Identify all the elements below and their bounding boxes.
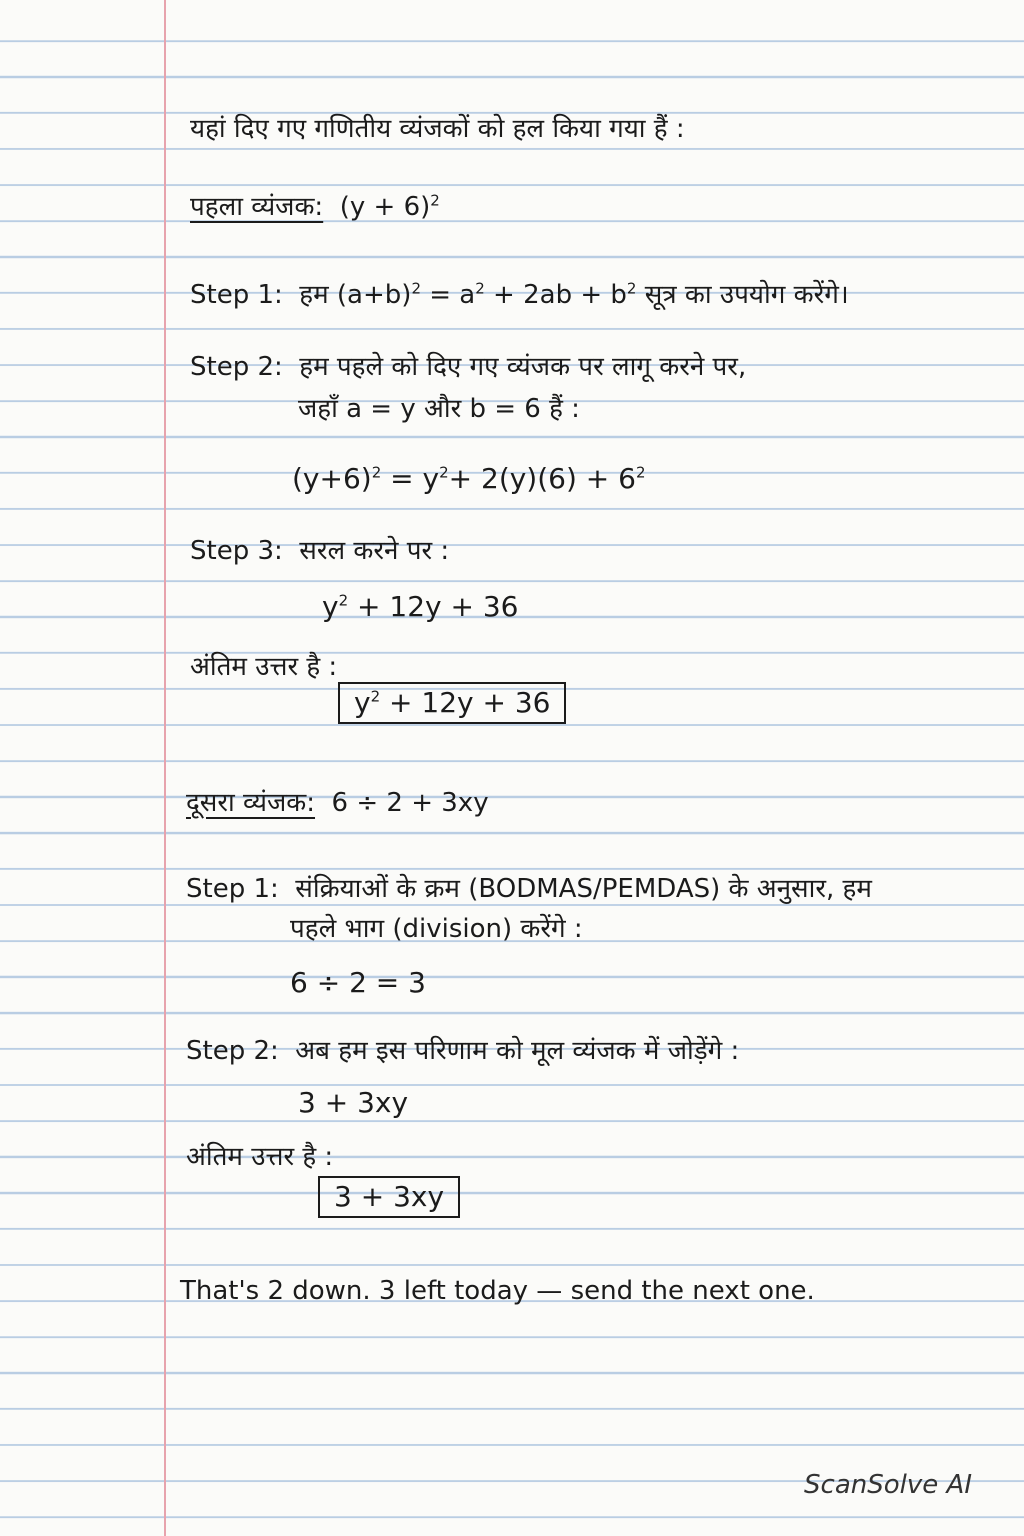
step-label: Step 2: xyxy=(190,352,283,382)
problem1-label: पहला व्यंजक: xyxy=(190,192,324,222)
problem1-step1: Step 1: हम $(a+b)^2 = a^2 + 2ab + b^2$ सूत्र का उपयोग करेंगे। xyxy=(190,279,849,310)
step-label: Step 3: xyxy=(190,536,283,566)
problem2-step1-line2: पहले भाग (division) करेंगे : xyxy=(290,914,583,944)
problem1-heading xyxy=(190,190,440,224)
problem2-step2-equation: 3 + 3xy xyxy=(298,1086,409,1119)
brand-watermark: ScanSolve AI xyxy=(804,1470,972,1500)
margin-line xyxy=(164,0,166,1536)
problem1-step3: Step 3: सरल करने पर : xyxy=(190,536,450,566)
problem1-step2-line2: जहाँ a = y और b = 6 हैं : xyxy=(298,394,580,424)
problem2-step2: Step 2: अब हम इस परिणाम को मूल व्यंजक में जोड़ेंगे : xyxy=(186,1036,740,1066)
problem2-final-answer: 3 + 3xy xyxy=(318,1176,460,1218)
problem1-step2-equation: $(y+6)^2 = y^2+ 2(y)(6) + 6^2$ xyxy=(292,462,646,495)
problem2-step1: Step 1: संक्रियाओं के क्रम (BODMAS/PEMDAS) के अनुसार, हम xyxy=(186,874,872,904)
problem1-expression: $(y + 6)^2$ xyxy=(339,191,440,222)
problem2-label: दूसरा व्यंजक: xyxy=(186,788,316,818)
problem1-step2 xyxy=(190,350,746,384)
step2-line1: हम पहले को दिए गए व्यंजक पर लागू करने पर, xyxy=(299,352,747,382)
step-label: Step 1: xyxy=(190,280,283,310)
step-label: Step 2: xyxy=(186,1036,279,1066)
problem1-final-answer: $y^2 + 12y + 36$ xyxy=(338,682,566,724)
problem1-step3-result: $y^2 + 12y + 36$ xyxy=(322,590,519,623)
intro-text: यहां दिए गए गणितीय व्यंजकों को हल किया गया हैं : xyxy=(190,114,685,144)
problem2-expression: 6 ÷ 2 + 3xy xyxy=(331,788,489,818)
problem2-step1-equation: 6 ÷ 2 = 3 xyxy=(290,966,426,999)
problem2-final-label: अंतिम उत्तर है : xyxy=(186,1142,334,1172)
step-label: Step 1: xyxy=(186,874,279,904)
closing-message: That's 2 down. 3 left today — send the next one. xyxy=(180,1276,815,1306)
problem2-heading xyxy=(186,786,489,820)
problem1-final-label: अंतिम उत्तर है : xyxy=(190,652,338,682)
